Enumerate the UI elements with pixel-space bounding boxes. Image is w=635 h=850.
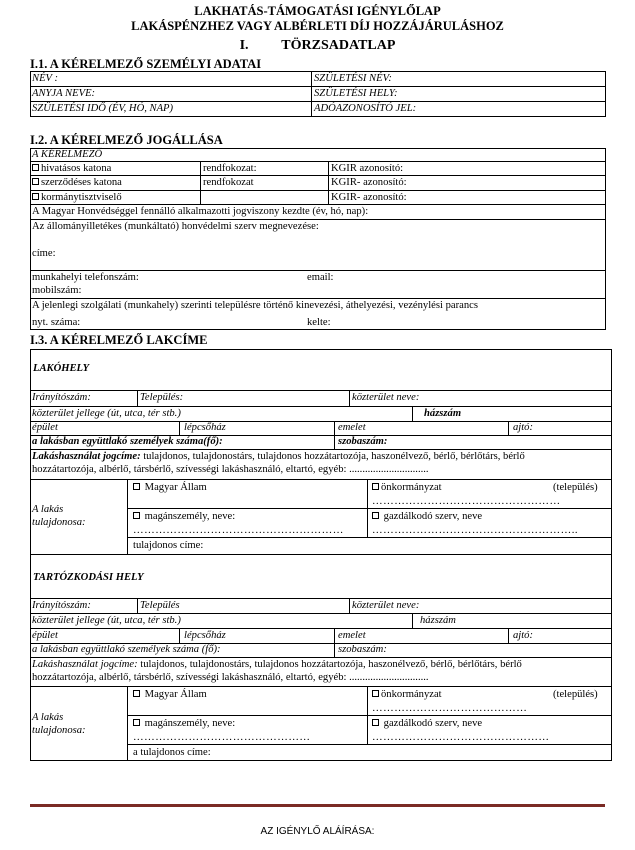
employer-address-field[interactable]: címe: (32, 248, 56, 259)
stay-owner-label: A lakás (32, 712, 64, 723)
option-label: magánszemély, neve: (144, 511, 236, 522)
address-section-title: I.3. A KÉRELMEZŐ LAKCÍME (30, 333, 208, 347)
option-label: Magyar Állam (144, 689, 207, 700)
tax-id-field[interactable]: ADÓAZONOSÍTÓ JEL: (314, 103, 417, 114)
stay-street-type-field[interactable]: közterület jellege (út, utca, tér stb.) (32, 615, 181, 626)
stay-city-field[interactable]: Település (140, 600, 180, 611)
residence-floor-field[interactable]: emelet (338, 422, 366, 433)
mother-name-field[interactable]: ANYJA NEVE: (32, 88, 96, 99)
company-name-field[interactable]: ………………………………………… (372, 732, 550, 743)
option-label: kormánytisztviselő (41, 192, 122, 203)
professional-soldier-option[interactable] (32, 163, 111, 175)
birth-date-field[interactable]: SZÜLETÉSI IDŐ (ÉV, HÓ, NAP) (32, 103, 174, 114)
stay-residents-field[interactable]: a lakásban együttlakó személyek száma (fő): (32, 644, 221, 655)
checkbox-icon[interactable] (372, 483, 379, 490)
form-title: LAKHATÁS-TÁMOGATÁSI IGÉNYLŐLAP (194, 4, 441, 18)
stay-title-line2: hozzátartozója, albérlő, társbérlő, szívességi lakáshasználó, eltartó, egyéb: .............................. (32, 672, 429, 683)
settlement-field[interactable]: …………………………………… (372, 703, 528, 714)
stay-house-number-field[interactable]: házszám (420, 615, 456, 626)
stay-building-field[interactable]: épület (32, 630, 58, 641)
employment-start-field[interactable]: A Magyar Honvédséggel fennálló alkalmazotti jogviszony kezdte (év, hó, nap): (32, 206, 369, 217)
residence-title-line2: hozzátartozója, albérlő, társbérlő, szívességi lakáshasználó, eltartó, egyéb: .............................. (32, 464, 429, 475)
section-number: I. (239, 38, 249, 53)
checkbox-icon[interactable] (32, 193, 39, 200)
email-field[interactable]: email: (307, 272, 334, 283)
owner-state-option[interactable] (133, 689, 207, 701)
owner-address-field[interactable]: a tulajdonos címe: (133, 747, 211, 758)
option-label: gazdálkodó szerv, neve (383, 511, 483, 522)
section-heading (0, 38, 635, 54)
settlement-label: (település) (553, 482, 598, 493)
signature-label: AZ IGÉNYLŐ ALÁÍRÁSA: (260, 826, 375, 837)
form-subtitle: LAKÁSPÉNZHEZ VAGY ALBÉRLETI DÍJ HOZZÁJÁRULÁSHOZ (131, 19, 504, 33)
residence-zip-field[interactable]: Irányítószám: (32, 392, 91, 403)
residence-door-field[interactable]: ajtó: (513, 422, 534, 433)
kgir-id-field[interactable]: KGIR- azonosító: (331, 192, 407, 203)
stay-door-field[interactable]: ajtó: (513, 630, 534, 641)
private-owner-name-field[interactable]: ………………………………………… (133, 732, 311, 743)
stay-title-line1 (32, 659, 522, 671)
private-owner-name-field[interactable]: ………………………………………………… (133, 525, 344, 536)
section-name: TÖRZSADATLAP (281, 38, 396, 53)
checkbox-icon[interactable] (133, 690, 140, 697)
residence-owner-label: A lakás (32, 504, 64, 515)
residence-title-line1 (32, 451, 525, 463)
contract-soldier-option[interactable] (32, 177, 122, 189)
stay-street-field[interactable]: közterület neve: (352, 600, 420, 611)
stay-rooms-field[interactable]: szobaszám: (338, 644, 387, 655)
settlement-label: (település) (553, 689, 598, 700)
order-date-field[interactable]: kelte: (307, 317, 331, 328)
owner-municipality-option[interactable] (372, 482, 442, 494)
checkbox-icon[interactable] (372, 719, 379, 726)
birth-name-field[interactable]: SZÜLETÉSI NÉV: (314, 73, 392, 84)
order-label: A jelenlegi szolgálati (munkahely) szerinti településre történő kinevezési, áthelyezési, vezénylési parancs (32, 300, 478, 311)
checkbox-icon[interactable] (133, 512, 140, 519)
settlement-field[interactable]: …………………………………………… (372, 496, 561, 507)
checkbox-icon[interactable] (133, 483, 140, 490)
owner-address-field[interactable]: tulajdonos címe: (133, 540, 204, 551)
footer-divider (30, 804, 605, 807)
stay-owner-label-2: tulajdonosa: (32, 725, 86, 736)
checkbox-icon[interactable] (32, 178, 39, 185)
residence-owner-label-2: tulajdonosa: (32, 517, 86, 528)
mobile-field[interactable]: mobilszám: (32, 285, 82, 296)
owner-company-option[interactable] (372, 718, 482, 730)
owner-private-option[interactable] (133, 718, 235, 730)
birth-place-field[interactable]: SZÜLETÉSI HELY: (314, 88, 398, 99)
residence-heading: LAKÓHELY (33, 363, 90, 374)
order-number-field[interactable]: nyt. száma: (32, 317, 81, 328)
stay-floor-field[interactable]: emelet (338, 630, 366, 641)
work-phone-field[interactable]: munkahelyi telefonszám: (32, 272, 139, 283)
residence-street-field[interactable]: közterület neve: (352, 392, 420, 403)
kgir-id-field[interactable]: KGIR azonosító: (331, 163, 404, 174)
stay-heading: TARTÓZKODÁSI HELY (33, 572, 144, 583)
legal-status-title: I.2. A KÉRELMEZŐ JOGÁLLÁSA (30, 133, 223, 147)
usage-title-label: Lakáshasználat jogcíme: (32, 451, 141, 462)
rank-field[interactable]: rendfokozat: (203, 163, 257, 174)
usage-title-label: Lakáshasználat jogcíme: (32, 659, 138, 670)
name-field[interactable]: NÉV : (32, 73, 58, 84)
residence-staircase-field[interactable]: lépcsőház (184, 422, 226, 433)
option-label: Magyar Állam (144, 482, 207, 493)
checkbox-icon[interactable] (372, 690, 379, 697)
option-label: önkormányzat (381, 482, 442, 493)
residence-building-field[interactable]: épület (32, 422, 58, 433)
option-label: szerződéses katona (41, 177, 122, 188)
owner-municipality-option[interactable] (372, 689, 442, 701)
residence-house-number-field[interactable]: házszám (424, 408, 462, 419)
option-label: magánszemély, neve: (144, 718, 236, 729)
checkbox-icon[interactable] (133, 719, 140, 726)
employer-name-field[interactable]: Az állományilletékes (munkáltató) honvédelmi szerv megnevezése: (32, 221, 319, 232)
stay-zip-field[interactable]: Irányítószám: (32, 600, 91, 611)
company-name-field[interactable]: ……………………………………………….. (372, 525, 578, 536)
residence-city-field[interactable]: Település: (140, 392, 184, 403)
option-label: gazdálkodó szerv, neve (383, 718, 483, 729)
residence-rooms-field[interactable]: szobaszám: (338, 436, 388, 447)
civil-servant-option[interactable] (32, 192, 122, 204)
rank-field[interactable]: rendfokozat (203, 177, 254, 188)
personal-data-title: I.1. A KÉRELMEZŐ SZEMÉLYI ADATAI (30, 57, 262, 71)
residence-street-type-field[interactable]: közterület jellege (út, utca, tér stb.) (32, 408, 181, 419)
owner-company-option[interactable] (372, 511, 482, 523)
kgir-id-field[interactable]: KGIR- azonosító: (331, 177, 407, 188)
owner-state-option[interactable] (133, 482, 207, 494)
option-label: önkormányzat (381, 689, 442, 700)
residence-residents-field[interactable]: a lakásban együttlakó személyek száma(fő): (32, 436, 223, 447)
checkbox-icon[interactable] (372, 512, 379, 519)
usage-title-options: tulajdonos, tulajdonostárs, tulajdonos hozzátartozója, haszonélvező, bérlő, bérlőtárs, bérlő (137, 659, 522, 670)
owner-private-option[interactable] (133, 511, 235, 523)
usage-title-options: tulajdonos, tulajdonostárs, tulajdonos hozzátartozója, haszonélvező, bérlő, bérlőtárs, bérlő (140, 451, 525, 462)
stay-staircase-field[interactable]: lépcsőház (184, 630, 226, 641)
option-label: hivatásos katona (41, 163, 112, 174)
checkbox-icon[interactable] (32, 164, 39, 171)
applicant-label: A KÉRELMEZŐ (32, 149, 103, 160)
